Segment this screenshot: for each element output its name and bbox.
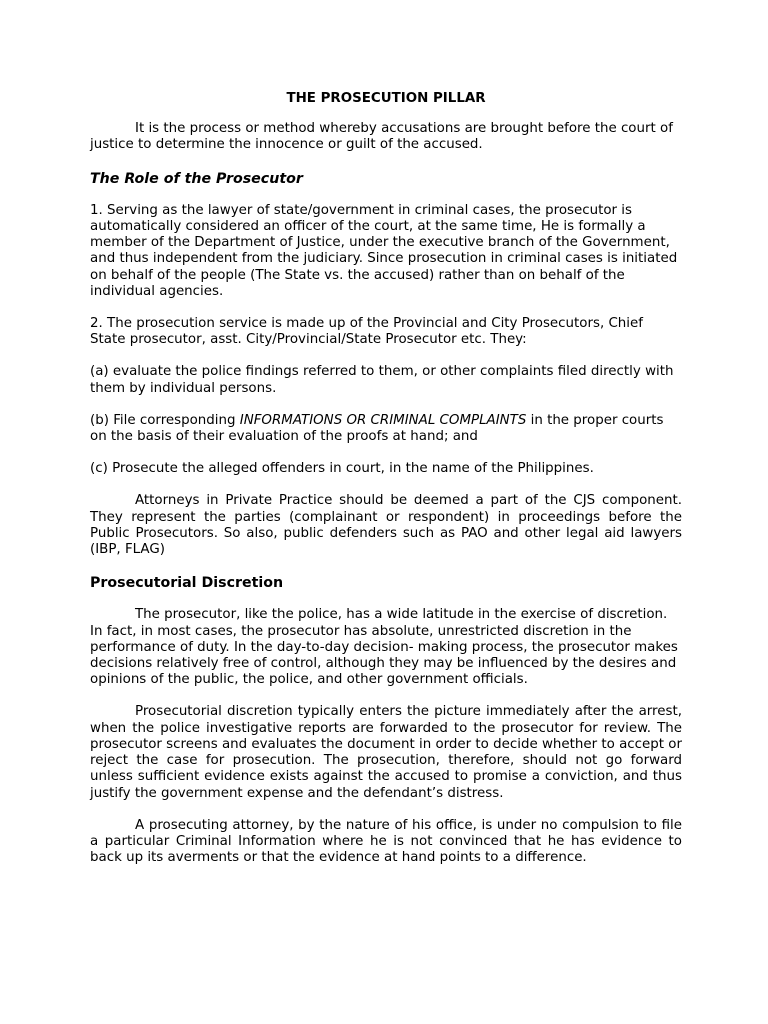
intro-paragraph: It is the process or method whereby accusations are brought before the court of justice to determine the innocence or guilt of the accused.: [90, 121, 673, 153]
role-sub-b-post: in the proper courts on the basis of their evaluation of the proofs at hand; and: [90, 412, 664, 445]
role-sub-b-pre: (b) File corresponding: [90, 412, 240, 428]
discretion-heading: Prosecutorial Discretion: [90, 575, 284, 592]
attorneys-paragraph: Attorneys in Private Practice should be deemed a part of the CJS component. They represent the parties (complainant or respondent) in proceedings before the Public Prosecutors. So also, public defenders such as PAO and other legal aid lawyers (IBP, FLAG): [90, 493, 682, 558]
role-sub-c: (c) Prosecute the alleged offenders in court, in the name of the Philippines.: [90, 461, 594, 477]
role-item-2: 2. The prosecution service is made up of the Provincial and City Prosecutors, Chief State prosecutor, asst. City/Provincial/State Prosecutor etc. They:: [90, 316, 643, 348]
page-title: THE PROSECUTION PILLAR: [286, 91, 486, 106]
role-sub-b-italic: INFORMATIONS OR CRIMINAL COMPLAINTS: [239, 412, 527, 428]
role-item-1: 1. Serving as the lawyer of state/government in criminal cases, the prosecutor is automatically considered an officer of the court, at the same time, He is formally a member of the Department of Justice, under the executive branch of the Government, and thus independent from the judiciary. Since prosecution in criminal cases is initiated on behalf of the people (The State vs. the accused) rather than on behalf of the individual agencies.: [90, 202, 678, 299]
role-sub-a: (a) evaluate the police findings referred to them, or other complaints filed directly with them by individual persons.: [90, 364, 674, 396]
discretion-paragraph-2: Prosecutorial discretion typically enters the picture immediately after the arrest, when the police investigative reports are forwarded to the prosecutor for review. The prosecutor screens and evaluates the document in order to decide whether to accept or reject the case for prosecution. The prosecution, therefore, should not go forward unless sufficient evidence exists against the accused to promise a conviction, and thus justify the government expense and the defendant’s distress.: [90, 704, 682, 801]
discretion-paragraph-3: A prosecuting attorney, by the nature of his office, is under no compulsion to file a particular Criminal Information where he is not convinced that he has evidence to back up its averments or that the evidence at hand points to a difference.: [90, 817, 682, 866]
document-body: [90, 91, 682, 866]
discretion-paragraph-1: The prosecutor, like the police, has a wide latitude in the exercise of discretion. In fact, in most cases, the prosecutor has absolute, unrestricted discretion in the performance of duty. In the day-to-day decision- making process, the prosecutor makes decisions relatively free of control, although they may be influenced by the desires and opinions of the public, the police, and other government officials.: [90, 607, 678, 688]
role-heading: The Role of the Prosecutor: [90, 170, 303, 187]
role-sub-b: [90, 413, 682, 445]
